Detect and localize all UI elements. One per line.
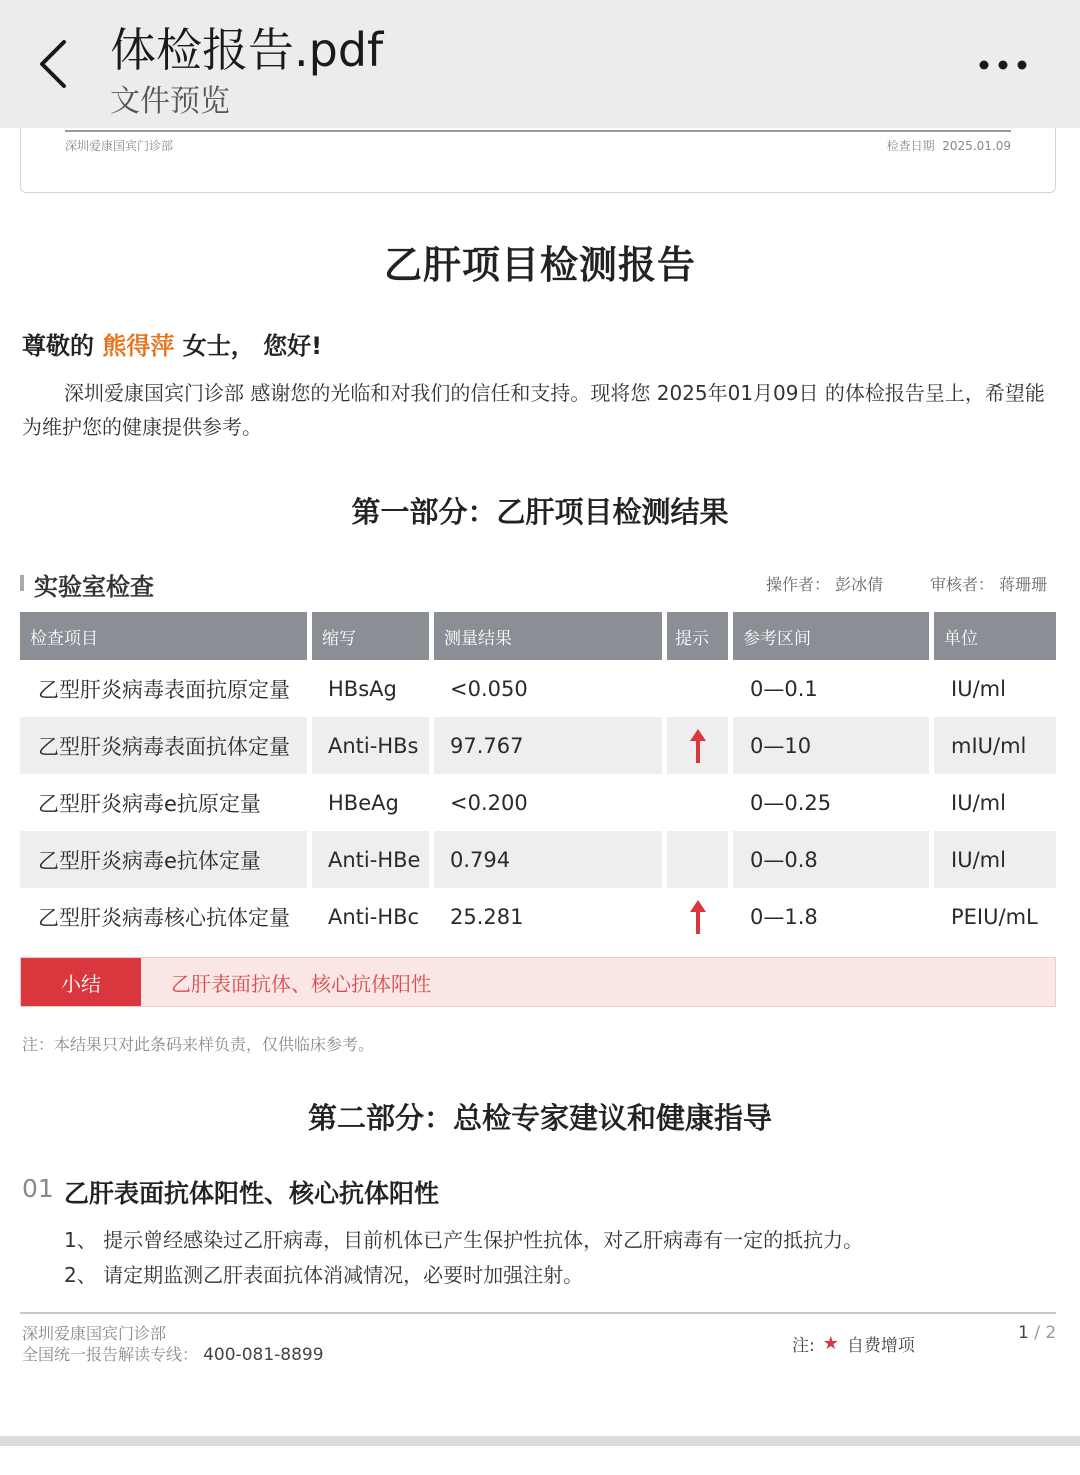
item-result: 0.794 xyxy=(434,831,662,888)
prev-page-clinic: 深圳爱康国宾门诊部 xyxy=(65,139,174,153)
back-button[interactable] xyxy=(30,32,80,92)
page-total: / 2 xyxy=(1034,1323,1057,1343)
more-button[interactable] xyxy=(970,48,1040,82)
page-separator xyxy=(0,1436,1080,1446)
previous-page-footer xyxy=(20,128,1056,193)
advice-item: 1、 提示曾经感染过乙肝病毒，目前机体已产生保护性抗体，对乙肝病毒有一定的抵抗力。 xyxy=(64,1228,864,1252)
result-note: 注：本结果只对此条码来样负责，仅供临床参考。 xyxy=(22,1035,375,1054)
item-unit: IU/ml xyxy=(951,676,1006,701)
item-flag xyxy=(667,831,728,888)
lab-results-table xyxy=(20,612,1056,945)
item-range: 0—0.8 xyxy=(733,831,929,888)
item-flag xyxy=(667,774,728,831)
item-name: 乙型肝炎病毒e抗原定量 xyxy=(38,791,261,816)
advice-item: 2、 请定期监测乙肝表面抗体消减情况，必要时加强注射。 xyxy=(64,1263,584,1287)
summary-text: 乙肝表面抗体、核心抗体阳性 xyxy=(171,971,431,996)
prev-page-date xyxy=(887,137,1011,154)
greeting xyxy=(22,326,322,361)
footer-clinic: 深圳爱康国宾门诊部 xyxy=(22,1324,167,1343)
item-flag xyxy=(667,660,728,717)
item-name: 乙型肝炎病毒表面抗体定量 xyxy=(20,717,307,774)
table-row xyxy=(20,888,1056,945)
reviewer: 审核者： 蒋珊珊 xyxy=(930,575,1048,594)
item-abbr: Anti-HBc xyxy=(328,904,420,929)
report-title: 乙肝项目检测报告 xyxy=(383,243,696,287)
section-marker xyxy=(20,575,24,591)
header-result: 测量结果 xyxy=(434,612,662,660)
arrow-up-icon xyxy=(689,728,707,764)
item-result: 97.767 xyxy=(434,717,662,774)
footer-divider xyxy=(20,1312,1056,1314)
more-horizontal-icon xyxy=(970,48,1040,82)
table-header xyxy=(20,612,1056,660)
note-label: 注: xyxy=(792,1336,815,1356)
item-unit: mIU/ml xyxy=(934,717,1056,774)
item-unit: PEIU/mL xyxy=(951,904,1038,929)
item-unit: IU/ml xyxy=(934,831,1056,888)
item-flag xyxy=(667,888,728,945)
part2-title: 第二部分：总检专家建议和健康指导 xyxy=(307,1101,772,1135)
date-value: 2025.01.09 xyxy=(942,139,1011,153)
part1-title: 第一部分：乙肝项目检测结果 xyxy=(351,495,729,529)
star-icon: ★ xyxy=(822,1333,839,1354)
footer-hotline xyxy=(22,1342,324,1365)
intro-paragraph: 深圳爱康国宾门诊部 感谢您的光临和对我们的信任和支持。现将您 2025年01月09日 的体检报告呈上，希望能为维护您的健康提供参考。 xyxy=(22,381,1045,439)
page-number xyxy=(1018,1323,1056,1343)
file-subtitle: 文件预览 xyxy=(110,84,230,119)
header-range: 参考区间 xyxy=(733,612,929,660)
summary-box xyxy=(20,957,1056,1007)
item-result: <0.050 xyxy=(450,676,528,701)
date-label: 检查日期 xyxy=(886,139,935,153)
app-bar xyxy=(0,0,1080,128)
arrow-up-icon xyxy=(689,899,707,935)
page-current: 1 xyxy=(1018,1323,1029,1343)
item-abbr: Anti-HBs xyxy=(312,717,429,774)
summary-label: 小结 xyxy=(21,958,141,1006)
item-abbr: Anti-HBe xyxy=(312,831,429,888)
item-range: 0—0.1 xyxy=(750,676,818,701)
note-text: 自费增项 xyxy=(846,1336,915,1356)
hotline-label: 全国统一报告解读专线： xyxy=(22,1345,199,1364)
advice-section-number: 01 xyxy=(22,1174,54,1203)
footer-note xyxy=(792,1331,915,1356)
greeting-suffix: 女士， 您好! xyxy=(182,332,323,360)
item-result: 25.281 xyxy=(450,904,524,929)
greeting-prefix: 尊敬的 xyxy=(22,332,94,360)
divider xyxy=(65,130,1011,132)
item-abbr: HBsAg xyxy=(328,676,397,701)
lab-section-title: 实验室检查 xyxy=(34,573,154,601)
table-row xyxy=(20,774,1056,831)
chevron-left-icon xyxy=(30,32,80,92)
advice-section-title: 乙肝表面抗体阳性、核心抗体阳性 xyxy=(64,1179,440,1208)
header-flag: 提示 xyxy=(667,612,728,660)
item-range: 0—1.8 xyxy=(750,904,818,929)
header-item: 检查项目 xyxy=(20,612,307,660)
file-title: 体检报告.pdf xyxy=(110,23,384,77)
item-name: 乙型肝炎病毒表面抗原定量 xyxy=(38,677,290,702)
item-result: <0.200 xyxy=(450,790,528,815)
item-name: 乙型肝炎病毒核心抗体定量 xyxy=(38,905,290,930)
table-row xyxy=(20,660,1056,717)
patient-name: 熊得萍 xyxy=(102,332,175,360)
item-range: 0—10 xyxy=(733,717,929,774)
table-row xyxy=(20,717,1056,774)
item-unit: IU/ml xyxy=(951,790,1006,815)
item-range: 0—0.25 xyxy=(750,790,832,815)
header-unit: 单位 xyxy=(934,612,1056,660)
hotline-number: 400-081-8899 xyxy=(203,1345,324,1365)
item-name: 乙型肝炎病毒e抗体定量 xyxy=(20,831,307,888)
item-flag xyxy=(667,717,728,774)
header-abbr: 缩写 xyxy=(312,612,429,660)
table-row xyxy=(20,831,1056,888)
item-abbr: HBeAg xyxy=(328,790,399,815)
operator: 操作者： 彭冰倩 xyxy=(766,575,884,594)
